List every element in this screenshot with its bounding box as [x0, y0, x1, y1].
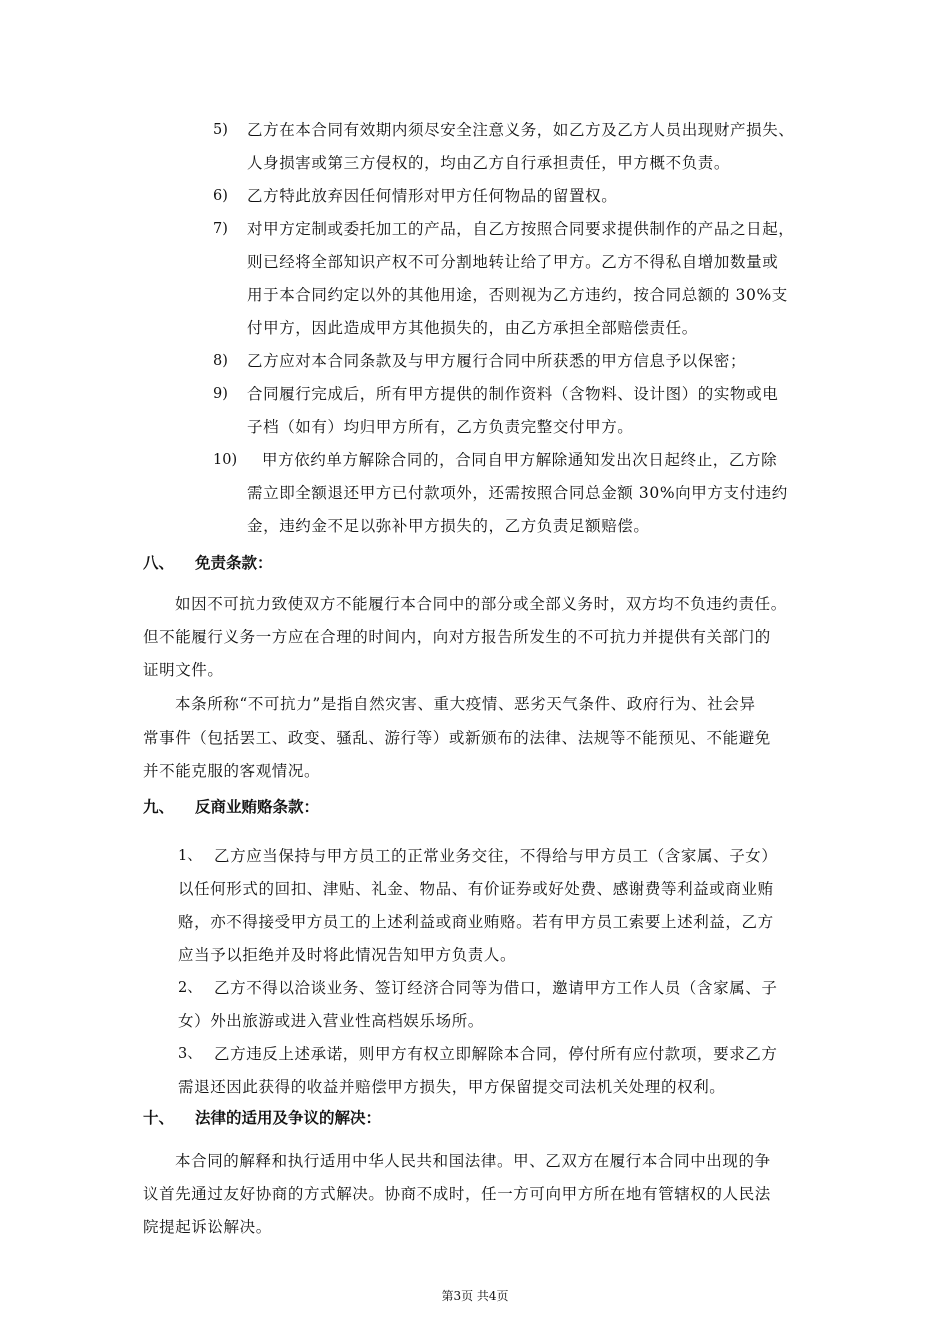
item-line: 以任何形式的回扣、津贴、礼金、物品、有价证券或好处费、感谢费等利益或商业贿: [178, 880, 774, 898]
item-number: 5): [213, 122, 228, 138]
paragraph-line: 本合同的解释和执行适用中华人民共和国法律。甲、乙双方在履行本合同中出现的争: [175, 1152, 771, 1170]
item-number: 6): [213, 188, 228, 204]
item-number: 10): [213, 452, 238, 468]
item-line: 女）外出旅游或进入营业性高档娱乐场所。: [178, 1012, 484, 1030]
paragraph-line: 议首先通过友好协商的方式解决。协商不成时，任一方可向甲方所在地有管辖权的人民法: [143, 1185, 771, 1203]
section-title: 法律的适用及争议的解决：: [195, 1109, 382, 1127]
item-line: 甲方依约单方解除合同的，合同自甲方解除通知发出次日起终止，乙方除: [262, 451, 778, 469]
item-line: 子档（如有）均归甲方所有，乙方负责完整交付甲方。: [247, 418, 634, 436]
item-line: 应当予以拒绝并及时将此情况告知甲方负责人。: [178, 946, 517, 964]
item-line: 乙方应对本合同条款及与甲方履行合同中所获悉的甲方信息予以保密；: [247, 352, 747, 370]
item-line: 用于本合同约定以外的其他用途，否则视为乙方违约，按合同总额的 30%支: [247, 286, 788, 304]
paragraph-line: 如因不可抗力致使双方不能履行本合同中的部分或全部义务时，双方均不负违约责任。: [175, 595, 787, 613]
item-number: 2、: [178, 980, 202, 996]
item-line: 需立即全额退还甲方已付款项外，还需按照合同总金额 30%向甲方支付违约: [247, 484, 788, 502]
paragraph-line: 但不能履行义务一方应在合理的时间内，向对方报告所发生的不可抗力并提供有关部门的: [143, 628, 771, 646]
item-line: 付甲方，因此造成甲方其他损失的，由乙方承担全部赔偿责任。: [247, 319, 698, 337]
item-line: 乙方特此放弃因任何情形对甲方任何物品的留置权。: [247, 187, 618, 205]
item-line: 乙方违反上述承诺，则甲方有权立即解除本合同，停付所有应付款项，要求乙方: [214, 1045, 778, 1063]
item-line: 对甲方定制或委托加工的产品，自乙方按照合同要求提供制作的产品之日起，: [247, 220, 795, 238]
paragraph-line: 常事件（包括罢工、政变、骚乱、游行等）或新颁布的法律、法规等不能预见、不能避免: [143, 729, 771, 747]
item-number: 7): [213, 221, 228, 237]
section10-heading: [143, 1108, 381, 1128]
section-number: 九、: [143, 798, 175, 816]
item-line: 需退还因此获得的收益并赔偿甲方损失，甲方保留提交司法机关处理的权利。: [178, 1078, 726, 1096]
item-number: 9): [213, 386, 228, 402]
paragraph-line: 并不能克服的客观情况。: [143, 762, 321, 780]
item-number: 1、: [178, 848, 202, 864]
section-number: 十、: [143, 1109, 175, 1127]
item-number: 3、: [178, 1046, 202, 1062]
paragraph-line: 证明文件。: [143, 661, 224, 679]
item-line: 赂，亦不得接受甲方员工的上述利益或商业贿赂。若有甲方员工索要上述利益，乙方: [178, 913, 774, 931]
item-line: 合同履行完成后，所有甲方提供的制作资料（含物料、设计图）的实物或电: [247, 385, 779, 403]
section-title: 免责条款：: [195, 554, 273, 572]
item-line: 人身损害或第三方侵权的，均由乙方自行承担责任，甲方概不负责。: [247, 154, 731, 172]
section-number: 八、: [143, 554, 175, 572]
section9-heading: [143, 797, 319, 817]
paragraph-line: 本条所称“不可抗力”是指自然灾害、重大疫情、恶劣天气条件、政府行为、社会异: [175, 695, 756, 713]
item-line: 乙方应当保持与甲方员工的正常业务交往，不得给与甲方员工（含家属、子女）: [214, 847, 778, 865]
page-footer: 第3页 共4页: [441, 1289, 509, 1303]
section-title: 反商业贿赂条款：: [195, 798, 320, 816]
item-line: 乙方不得以洽谈业务、签订经济合同等为借口，邀请甲方工作人员（含家属、子: [214, 979, 778, 997]
item-line: 金，违约金不足以弥补甲方损失的，乙方负责足额赔偿。: [247, 517, 650, 535]
section8-heading: [143, 553, 273, 573]
item-line: 则已经将全部知识产权不可分割地转让给了甲方。乙方不得私自增加数量或: [247, 253, 779, 271]
item-number: 8): [213, 353, 228, 369]
item-line: 乙方在本合同有效期内须尽安全注意义务，如乙方及乙方人员出现财产损失、: [247, 121, 795, 139]
paragraph-line: 院提起诉讼解决。: [143, 1218, 272, 1236]
